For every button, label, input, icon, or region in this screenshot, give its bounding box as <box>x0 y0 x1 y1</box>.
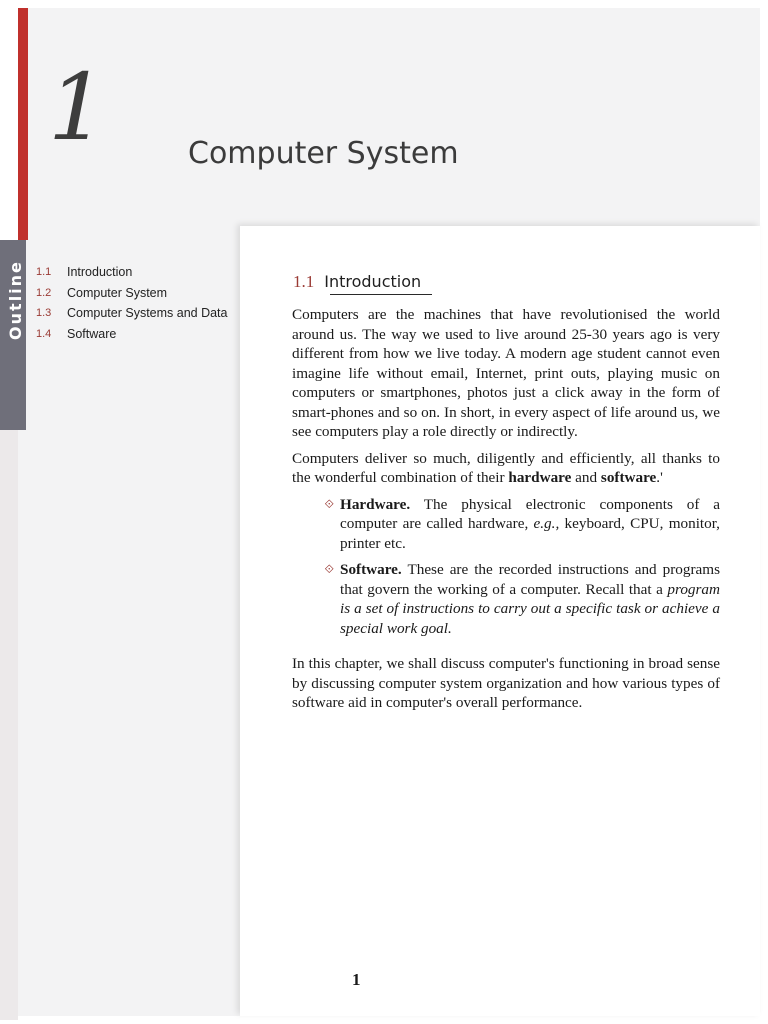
definition-italic: program is a set of instructions to carry out a specific task or achieve a special work goal. <box>340 580 720 637</box>
outline-tab-label: Outline <box>6 260 25 340</box>
outline-list <box>36 265 236 348</box>
section-number: 1.1 <box>293 272 315 291</box>
section-heading-underline <box>330 294 432 295</box>
bold-term-hardware: hardware <box>508 469 572 486</box>
outline-item <box>36 327 236 343</box>
paragraph-text: and <box>571 469 601 486</box>
outline-item-label: Computer System <box>67 285 168 300</box>
outline-item-label: Software <box>67 326 117 341</box>
page-edge <box>0 430 18 1020</box>
list-item <box>292 495 720 554</box>
paragraph-text: .' <box>656 469 663 486</box>
list-item <box>292 560 720 638</box>
page-number: 1 <box>352 970 361 989</box>
outline-item-number: 1.3 <box>36 307 52 320</box>
body-text <box>292 305 720 720</box>
definition-text: The physical electronic components of a computer are called hardware, <box>340 495 720 532</box>
definition-term: Hardware. <box>340 495 411 513</box>
bold-term-software: software <box>600 469 657 486</box>
outline-item-label: Introduction <box>67 265 133 279</box>
definition-italic: e.g., <box>533 515 560 532</box>
diamond-arrow-icon: ⟐ <box>324 496 334 511</box>
diamond-arrow-icon: ⟐ <box>324 562 334 576</box>
outline-item-number: 1.4 <box>36 327 52 340</box>
outline-item-label: Computer Systems and Data <box>67 306 228 321</box>
section-heading <box>293 272 421 292</box>
chapter-title: Computer System <box>188 136 459 171</box>
list-item-body <box>340 495 720 554</box>
section-title: Introduction <box>324 272 422 291</box>
outline-item-number: 1.1 <box>36 266 52 278</box>
outline-item <box>36 286 236 302</box>
paragraph-text: Computers deliver so much, diligently and efficiently, all thanks to the wonderful combination of their <box>292 449 720 486</box>
outline-item <box>36 265 236 281</box>
list-item-body <box>340 560 720 638</box>
definition-text: These are the recorded instructions and programs that govern the working of a computer. Recall that a <box>340 561 720 598</box>
chapter-spine-accent <box>18 8 28 240</box>
chapter-number: 1 <box>48 54 107 161</box>
definition-term: Software. <box>340 561 402 578</box>
definition-list <box>292 495 720 639</box>
outline-item <box>36 306 236 322</box>
outline-item-number: 1.2 <box>36 286 52 299</box>
paragraph-intro: Computers are the machines that have revolutionised the world around us. The way we used to live around 25-30 years ago is very different from how we live today. A modern age student cannot even imagine life without email, Internet, print outs, playing music on computers or smartphones, photos just a click away in the form of smart-phones and so on. In short, in every aspect of life around us, we see computers play a role directly or indirectly. <box>292 306 720 440</box>
paragraph-chapter-summary: In this chapter, we shall discuss computer's functioning in broad sense by discussing computer system organization and how various types of software aid in computer's overall performance. <box>292 655 720 711</box>
definition-text: keyboard, CPU, monitor, printer etc. <box>340 515 720 552</box>
paragraph-hardware-software <box>292 449 720 488</box>
